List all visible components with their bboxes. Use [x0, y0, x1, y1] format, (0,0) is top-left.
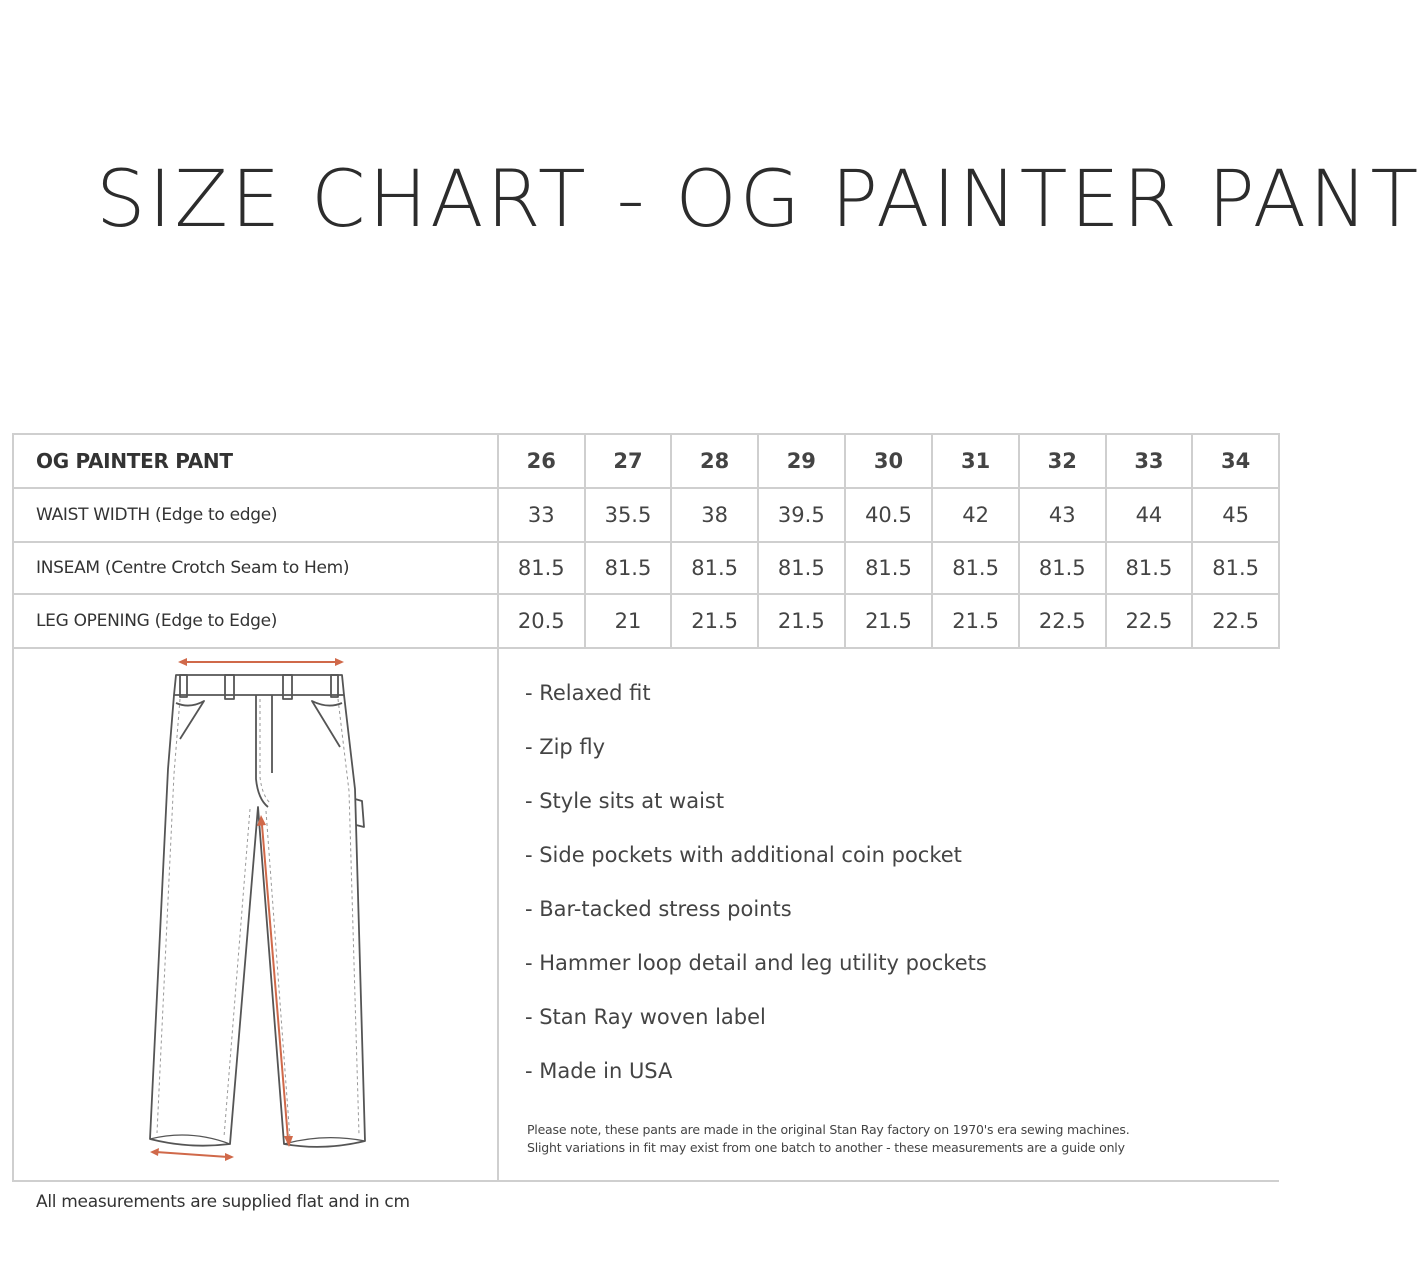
table-header-row — [13, 434, 1279, 488]
table-cell: 44 — [1106, 488, 1193, 542]
table-cell: 20.5 — [498, 594, 585, 648]
feature-item: - Bar-tacked stress points — [524, 897, 792, 921]
table-cell: 33 — [498, 488, 585, 542]
table-cell: 81.5 — [671, 542, 758, 594]
details-cell — [498, 648, 1279, 1181]
table-row-waist — [13, 488, 1279, 542]
table-header-label: OG PAINTER PANT — [13, 434, 498, 488]
table-cell: 81.5 — [758, 542, 845, 594]
size-header: 28 — [671, 434, 758, 488]
row-label-inseam: INSEAM (Centre Crotch Seam to Hem) — [13, 542, 498, 594]
feature-item: - Made in USA — [524, 1059, 673, 1083]
row-label-leg-opening: LEG OPENING (Edge to Edge) — [13, 594, 498, 648]
table-cell: 22.5 — [1106, 594, 1193, 648]
table-cell: 40.5 — [845, 488, 933, 542]
row-label-waist: WAIST WIDTH (Edge to edge) — [13, 488, 498, 542]
table-cell: 21.5 — [758, 594, 845, 648]
details-row — [13, 648, 1279, 1181]
table-cell: 45 — [1192, 488, 1279, 542]
size-header: 29 — [758, 434, 845, 488]
size-header: 30 — [845, 434, 933, 488]
table-cell: 22.5 — [1192, 594, 1279, 648]
table-cell: 39.5 — [758, 488, 845, 542]
size-header: 33 — [1106, 434, 1193, 488]
feature-item: - Side pockets with additional coin pocket — [524, 843, 962, 867]
table-cell: 81.5 — [932, 542, 1019, 594]
table-cell: 35.5 — [585, 488, 672, 542]
table-cell: 22.5 — [1019, 594, 1106, 648]
size-header: 27 — [585, 434, 672, 488]
table-cell: 21.5 — [845, 594, 933, 648]
leg-opening-measure-arrow — [150, 1148, 234, 1161]
table-cell: 43 — [1019, 488, 1106, 542]
feature-list — [525, 677, 987, 1109]
size-chart-table — [12, 433, 1280, 1182]
feature-item: - Hammer loop detail and leg utility pockets — [524, 951, 987, 975]
table-row-leg-opening — [13, 594, 1279, 648]
illustration-cell — [13, 648, 498, 1181]
table-cell: 42 — [932, 488, 1019, 542]
table-cell: 21 — [585, 594, 672, 648]
pants-outline — [150, 675, 365, 1147]
size-header: 26 — [498, 434, 585, 488]
feature-item: - Zip fly — [524, 735, 606, 759]
fit-note-line: Slight variations in fit may exist from one batch to another - these measurements are a guide only — [526, 1140, 1125, 1155]
feature-item: - Stan Ray woven label — [524, 1005, 766, 1029]
table-cell: 81.5 — [1106, 542, 1193, 594]
measurement-footnote: All measurements are supplied flat and in cm — [36, 1192, 410, 1212]
table-cell: 81.5 — [1192, 542, 1279, 594]
page-title: SIZE CHART - OG PAINTER PANT — [96, 155, 1421, 245]
size-header: 34 — [1192, 434, 1279, 488]
size-header: 31 — [932, 434, 1019, 488]
feature-item: - Relaxed fit — [524, 681, 651, 705]
table-row-inseam — [13, 542, 1279, 594]
table-cell: 81.5 — [498, 542, 585, 594]
table-cell: 21.5 — [932, 594, 1019, 648]
table-cell: 81.5 — [585, 542, 672, 594]
table-cell: 81.5 — [1019, 542, 1106, 594]
painter-pant-diagram-icon — [14, 649, 508, 1182]
size-header: 32 — [1019, 434, 1106, 488]
table-cell: 38 — [671, 488, 758, 542]
feature-item: - Style sits at waist — [524, 789, 725, 813]
pants-stitching — [157, 699, 359, 1139]
table-cell: 21.5 — [671, 594, 758, 648]
fit-note — [527, 1121, 1130, 1157]
table-cell: 81.5 — [845, 542, 933, 594]
fit-note-line: Please note, these pants are made in the original Stan Ray factory on 1970's era sewing machines. — [526, 1122, 1130, 1137]
waist-measure-arrow — [178, 658, 344, 666]
